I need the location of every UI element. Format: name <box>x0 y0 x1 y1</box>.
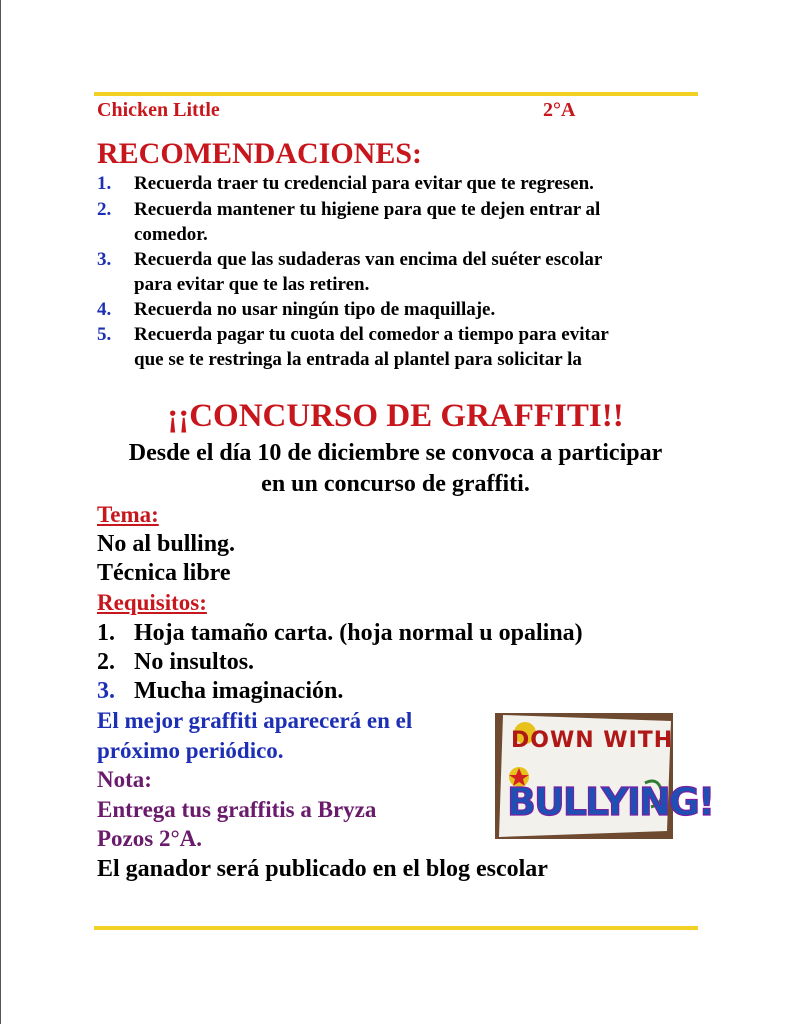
graffiti-text-line1: DOWN WITH <box>511 728 674 753</box>
list-item-text: Recuerda no usar ningún tipo de maquillaje. <box>134 299 496 320</box>
page-left-border <box>0 0 1 1024</box>
graffiti-photo <box>495 713 714 839</box>
ganador-line: El ganador será publicado en el blog escolar <box>97 856 548 882</box>
list-item-number: 3. <box>97 678 115 704</box>
list-item-number: 1. <box>97 620 115 646</box>
list-item-text: comedor. <box>134 224 208 245</box>
list-item-number: 2. <box>97 649 115 675</box>
tema-label: Tema: <box>97 502 159 527</box>
list-item-number: 4. <box>97 299 112 320</box>
list-item-text: Recuerda que las sudaderas van encima del suéter escolar <box>134 249 603 270</box>
entrega-line: Entrega tus graffitis a Bryza <box>97 797 377 822</box>
graffiti-text-line2: BULLYING! <box>507 780 714 824</box>
tema-line: Técnica libre <box>97 560 231 586</box>
tema-line: No al bulling. <box>97 531 236 557</box>
list-item-number: 5. <box>97 324 112 345</box>
group-name: Chicken Little <box>97 99 220 121</box>
list-item-number: 3. <box>97 249 112 270</box>
concurso-title: ¡¡CONCURSO DE GRAFFITI!! <box>167 398 624 434</box>
list-item-text: Recuerda traer tu credencial para evitar que te regresen. <box>134 173 594 194</box>
list-item-text: que se te restringa la entrada al plantel para solicitar la <box>134 349 582 370</box>
bottom-rule <box>94 926 698 930</box>
list-item-text: Recuerda mantener tu higiene para que te dejen entrar al <box>134 199 601 220</box>
list-item-number: 1. <box>97 173 112 194</box>
recomendaciones-title: RECOMENDACIONES: <box>97 137 423 170</box>
requisitos-label: Requisitos: <box>97 590 207 615</box>
grade-label: 2°A <box>543 99 576 121</box>
graffiti-drawing <box>495 713 714 839</box>
concurso-intro-line: en un concurso de graffiti. <box>261 471 530 497</box>
concurso-intro-line: Desde el día 10 de diciembre se convoca a participar <box>128 440 663 466</box>
list-item-number: 2. <box>97 199 112 220</box>
list-item-text: Recuerda pagar tu cuota del comedor a tiempo para evitar <box>134 324 609 345</box>
mejor-graffiti-line: El mejor graffiti aparecerá en el <box>97 708 413 733</box>
mejor-graffiti-line: próximo periódico. <box>97 738 284 763</box>
list-item-text: Hoja tamaño carta. (hoja normal u opalina) <box>134 620 583 646</box>
list-item-text: para evitar que te las retiren. <box>134 274 370 295</box>
list-item-text: Mucha imaginación. <box>134 678 344 704</box>
nota-label: Nota: <box>97 767 152 792</box>
list-item-text: No insultos. <box>134 649 255 675</box>
entrega-line: Pozos 2°A. <box>97 826 203 851</box>
top-rule <box>94 92 698 96</box>
